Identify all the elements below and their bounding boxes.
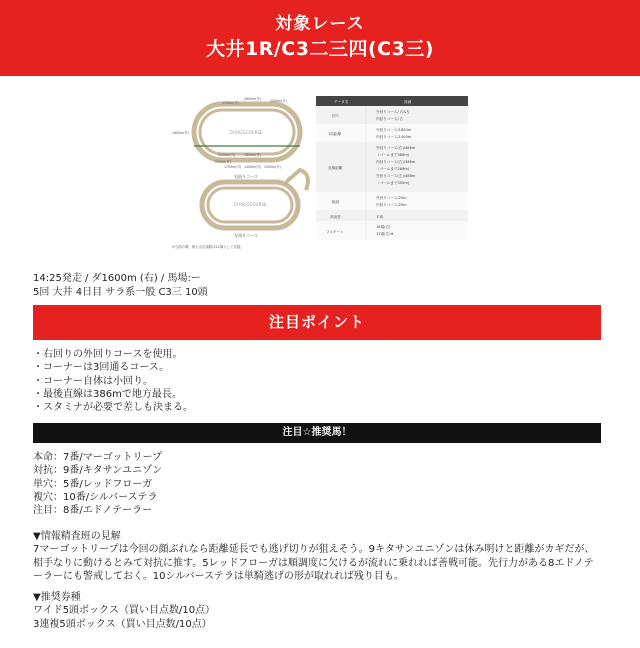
course-left-label: 左回りコース bbox=[234, 233, 258, 238]
brand-bottom: OI RACECOURSE bbox=[233, 202, 267, 207]
course-right-label: 右回りコース bbox=[234, 174, 258, 179]
picks-list bbox=[33, 451, 162, 517]
distance-label: 1730m(外) bbox=[222, 101, 239, 105]
points-list bbox=[33, 348, 193, 414]
table-header: 詳細 bbox=[404, 100, 412, 104]
table-row-detail: （ゴールまで300m) bbox=[376, 181, 410, 185]
brand-top: OI RACECOURSE bbox=[229, 130, 263, 135]
table-row-detail: 内回りコース/1400m bbox=[376, 135, 412, 139]
table-row-detail: 12頭(左)※ bbox=[376, 232, 394, 236]
course-data-table bbox=[316, 96, 468, 240]
table-row-detail: 内回りコース/ 右 bbox=[376, 117, 404, 121]
list-item: 3連複5頭ボックス（買い目点数/10点） bbox=[33, 618, 212, 630]
left-course-diagram bbox=[202, 170, 308, 238]
list-item: 注目：8番/エドノテーラー bbox=[33, 505, 153, 517]
table-row-detail: 16頭(右) bbox=[376, 225, 391, 229]
distance-label: 1800m(外) bbox=[244, 153, 261, 157]
race-header bbox=[0, 0, 640, 76]
distance-label: 1400m(内) bbox=[244, 165, 261, 169]
table-row-name: 幅員 bbox=[332, 200, 340, 204]
table-row-detail: （ゴールまで386m) bbox=[376, 153, 410, 157]
distance-label: 2000m(外) bbox=[264, 165, 281, 169]
distance-label: 1700m(内) bbox=[224, 165, 241, 169]
distance-label: 2800m(外) bbox=[244, 97, 261, 101]
table-row-detail: 外回りコース(右)/486m bbox=[376, 146, 416, 150]
recommend-bar: 注目☆推奨馬！ bbox=[33, 423, 601, 443]
right-course-diagram bbox=[172, 96, 300, 179]
bets-section bbox=[33, 591, 215, 631]
list-item: ・コーナー自体は小回り。 bbox=[33, 375, 153, 387]
bets-heading: ▼推奨券種 bbox=[33, 592, 81, 603]
distance-label: 1500m(内) bbox=[218, 153, 235, 157]
list-item: 単穴：5番/レッドフローガ bbox=[33, 478, 153, 490]
table-row-name: 高低差 bbox=[330, 215, 341, 219]
table-row-name: 回り bbox=[332, 114, 340, 118]
table-row-detail: （ゴールまで286m) bbox=[376, 167, 410, 171]
analysis-section bbox=[33, 530, 603, 583]
distance-label: 2400m(外) bbox=[270, 99, 287, 103]
analysis-heading: ▼情報精査班の見解 bbox=[33, 531, 121, 542]
list-item: ・最後直線は386mで地方最長。 bbox=[33, 388, 182, 400]
list-item: ・スタミナが必要で差しも決まる。 bbox=[33, 402, 193, 414]
table-row-detail: 外回りコース/25m bbox=[376, 196, 407, 200]
table-row-detail: 平坦 bbox=[376, 215, 384, 219]
table-row-detail: 内回りコース/25m bbox=[376, 203, 407, 207]
race-info-line: 5回 大井 4日目 サラ系一般 C3三 10頭 bbox=[33, 287, 208, 298]
table-row-detail: 外回りコース/1600m bbox=[376, 128, 412, 132]
race-title: 大井1R/C3二三四(C3三) bbox=[206, 38, 434, 60]
table-header: データ名 bbox=[334, 100, 349, 104]
distance-label: 1200m(外) bbox=[214, 160, 231, 164]
section-title: 対象レース bbox=[275, 14, 365, 34]
table-row-name: 1周距離 bbox=[328, 132, 342, 136]
figure-footnote: ※当面の間、最大出走頭数は12頭として実施。 bbox=[172, 245, 244, 249]
table-row-name: フルゲート bbox=[326, 230, 344, 234]
list-item: ・コーナーは3回通るコース。 bbox=[33, 362, 170, 374]
table-row-detail: 内回りコース(右)/386m bbox=[376, 160, 416, 164]
points-banner: 注目ポイント bbox=[33, 305, 601, 340]
race-info-line: 14:25発走 / ダ1600m (右) / 馬場:ー bbox=[33, 273, 201, 284]
course-figure bbox=[166, 94, 470, 254]
table-row-detail: 外回りコース(左)/486m bbox=[376, 174, 416, 178]
list-item: 複穴：10番/シルバーステラ bbox=[33, 491, 158, 503]
table-row-detail: 外回りコース/ 右&左 bbox=[376, 110, 410, 114]
list-item: 本命：7番/マーゴットリープ bbox=[33, 452, 163, 463]
list-item: ワイド5頭ボックス（買い目点数/10点） bbox=[33, 605, 216, 617]
distance-label: 1600m(外) bbox=[172, 131, 189, 135]
list-item: ・右回りの外回りコースを使用。 bbox=[33, 349, 183, 360]
analysis-body: 7マーゴットリープは今回の顔ぶれなら距離延長でも逃げ切りが狙えそう。9キタサンユニゾンは休み明けと距離がカギだが、相手なりに動けるとみて対抗に推す。5レッドフローガは順調度に欠けるが流れに乗れれば善戦可能。先行力がある8エドノテーラーにも警戒しておく。10シルバーステラは単騎逃げの形が取れれば残り目も。 bbox=[33, 544, 595, 582]
list-item: 対抗：9番/キタサンユニゾン bbox=[33, 465, 163, 477]
table-row-name: 直線距離 bbox=[328, 166, 343, 170]
